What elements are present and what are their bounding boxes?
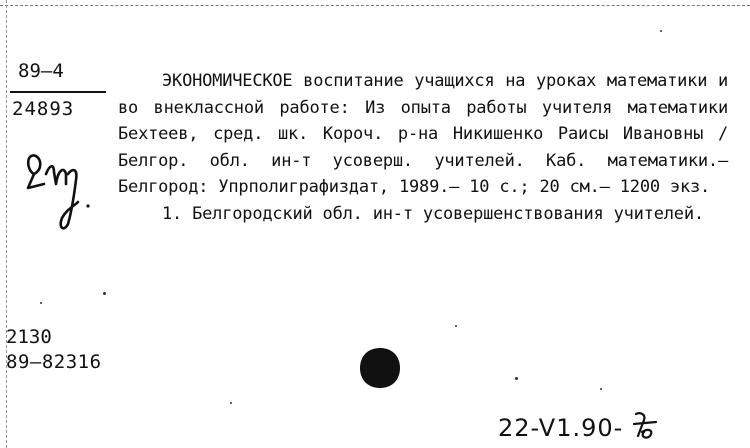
signature-mark-icon: [632, 410, 660, 440]
speck: [230, 402, 232, 404]
bibliographic-entry: [118, 68, 728, 227]
description-paragraph: ЭКОНОМИЧЕСКОЕ воспитание учащихся на уроках математики и во внеклассной работе: Из опыта работы учителя математики Бехтеев, сред. шк. Короч. р-на Никишенко Раисы Ивановны / Белгор. обл. ин-т усоверш. учителей. Каб. математики.– Белгород: Упрполиграфиздат, 1989.– 10 с.; 20 см.– 1200 экз.: [118, 71, 728, 197]
left-border: [6, 0, 7, 448]
handwritten-mark-icon: [18, 140, 98, 235]
speck: [40, 302, 42, 304]
shelf-code: 2130: [6, 326, 52, 348]
speck: [660, 30, 662, 32]
classification-code: 89–4: [18, 60, 64, 82]
speck: [515, 377, 518, 380]
record-number: 89–82316: [6, 351, 102, 373]
date-text: 22-V1.90-: [498, 414, 624, 442]
author-code: 24893: [12, 98, 75, 120]
code-divider: [10, 91, 106, 93]
added-entry-paragraph: 1. Белгородский обл. ин-т усовершенствования учителей.: [162, 203, 704, 224]
speck: [600, 388, 602, 390]
speck: [455, 325, 457, 327]
top-border: [0, 5, 750, 6]
handwritten-date: [498, 410, 660, 442]
ink-blot-icon: [356, 344, 404, 392]
speck: [103, 292, 106, 295]
